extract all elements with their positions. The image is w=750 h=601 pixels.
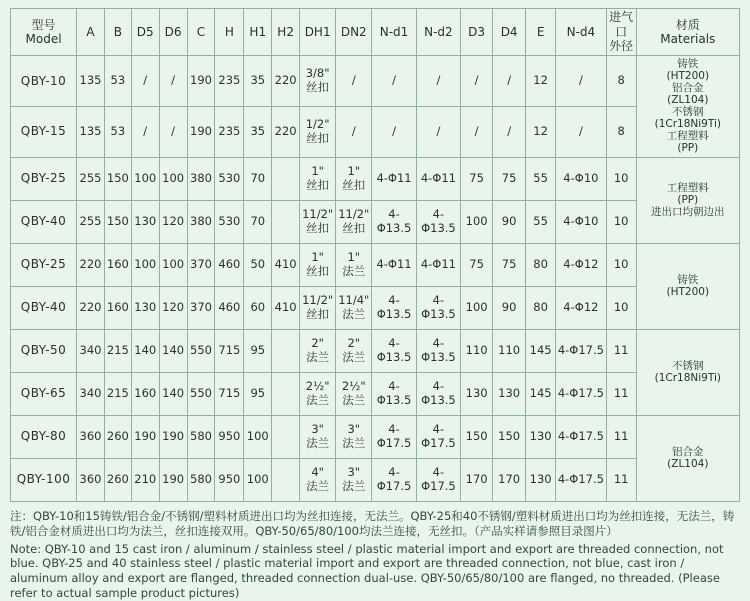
value-cell-d5: 160 [131,372,159,415]
value-cell-intake: 11 [606,329,636,372]
value-cell-d5: 100 [131,243,159,286]
value-cell-d3: 130 [461,372,493,415]
value-cell-c: 550 [187,329,215,372]
header-cell-a: A [77,9,105,56]
materials-cell: 不锈钢 (1Cr18Ni9Ti) [636,329,739,415]
value-cell-d4: / [493,106,526,157]
value-cell-h: 530 [215,157,244,200]
value-cell-d3: 100 [461,286,493,329]
value-cell-c: 580 [187,458,215,501]
value-cell-d4: 170 [493,458,526,501]
value-cell-n-d4: 4-Φ10 [556,200,607,243]
value-cell-d3: 75 [461,243,493,286]
value-cell-c: 370 [187,286,215,329]
model-cell: QBY-15 [11,106,77,157]
table-row-qby-40 [11,286,740,329]
value-cell-d3: 150 [461,415,493,458]
value-cell-intake: 10 [606,243,636,286]
value-cell-h: 460 [215,286,244,329]
value-cell-n-d1: 4-Φ11 [372,243,416,286]
header-cell-d5: D5 [131,9,159,56]
value-cell-d6: 140 [159,329,187,372]
value-cell-dn2: 11/4" 法兰 [336,286,372,329]
value-cell-a: 135 [77,106,105,157]
value-cell-dn2: 11/2" 丝扣 [336,200,372,243]
value-cell-e: 145 [526,372,556,415]
model-cell: QBY-50 [11,329,77,372]
value-cell-d4: 110 [493,329,526,372]
value-cell-e: 145 [526,329,556,372]
value-cell-n-d4: 4-Φ10 [556,157,607,200]
value-cell-c: 580 [187,415,215,458]
table-row-qby-40 [11,200,740,243]
value-cell-d6: 120 [159,200,187,243]
value-cell-dn2: 1" 丝扣 [336,157,372,200]
value-cell-d4: 150 [493,415,526,458]
value-cell-d4: / [493,56,526,107]
header-cell-h2: H2 [272,9,300,56]
value-cell-n-d1: 4-Φ13.5 [372,372,416,415]
value-cell-d5: 100 [131,157,159,200]
value-cell-e: 130 [526,415,556,458]
value-cell-n-d2: 4-Φ11 [416,243,460,286]
model-cell: QBY-25 [11,157,77,200]
header-cell-intake: 进气 口 外径 [606,9,636,56]
value-cell-b: 150 [104,157,131,200]
value-cell-intake: 10 [606,286,636,329]
value-cell-h1: 35 [244,56,272,107]
value-cell-dn2: / [336,106,372,157]
value-cell-e: 55 [526,200,556,243]
value-cell-e: 80 [526,286,556,329]
value-cell-h1: 100 [244,415,272,458]
value-cell-d5: 130 [131,286,159,329]
value-cell-n-d2: 4-Φ13.5 [416,286,460,329]
value-cell-c: 370 [187,243,215,286]
value-cell-dh1: 1/2" 丝扣 [300,106,336,157]
value-cell-dh1: 2½" 法兰 [300,372,336,415]
value-cell-intake: 10 [606,200,636,243]
header-cell-n-d1: N-d1 [372,9,416,56]
value-cell-b: 215 [104,372,131,415]
header-row [11,9,740,56]
value-cell-n-d2: / [416,106,460,157]
value-cell-dn2: 3" 法兰 [336,458,372,501]
value-cell-n-d2: 4-Φ17.5 [416,458,460,501]
value-cell-h: 715 [215,329,244,372]
value-cell-h1: 95 [244,329,272,372]
value-cell-dh1: 4" 法兰 [300,458,336,501]
value-cell-intake: 11 [606,415,636,458]
value-cell-intake: 10 [606,157,636,200]
value-cell-n-d2: 4-Φ11 [416,157,460,200]
value-cell-dn2: 2½" 法兰 [336,372,372,415]
value-cell-dh1: 3/8" 丝扣 [300,56,336,107]
value-cell-h1: 35 [244,106,272,157]
header-cell-n-d4: N-d4 [556,9,607,56]
value-cell-h2 [272,329,300,372]
value-cell-a: 135 [77,56,105,107]
value-cell-h1: 70 [244,200,272,243]
materials-cell: 铸铁 (HT200) [636,243,739,329]
value-cell-n-d4: 4-Φ12 [556,243,607,286]
value-cell-intake: 8 [606,106,636,157]
header-cell-model: 型号 Model [11,9,77,56]
value-cell-a: 220 [77,243,105,286]
value-cell-dh1: 3" 法兰 [300,415,336,458]
value-cell-a: 360 [77,458,105,501]
value-cell-d5: / [131,56,159,107]
model-cell: QBY-100 [11,458,77,501]
value-cell-h: 460 [215,243,244,286]
value-cell-c: 190 [187,56,215,107]
value-cell-dh1: 1" 丝扣 [300,157,336,200]
value-cell-d3: 100 [461,200,493,243]
table-row-qby-100 [11,458,740,501]
value-cell-dh1: 11/2" 丝扣 [300,200,336,243]
value-cell-h2: 220 [272,56,300,107]
value-cell-intake: 11 [606,458,636,501]
header-cell-dh1: DH1 [300,9,336,56]
header-cell-materials: 材质 Materials [636,9,739,56]
value-cell-b: 260 [104,415,131,458]
value-cell-n-d4: 4-Φ17.5 [556,372,607,415]
value-cell-dn2: 2" 法兰 [336,329,372,372]
value-cell-d5: 130 [131,200,159,243]
value-cell-d3: / [461,106,493,157]
value-cell-dn2: 3" 法兰 [336,415,372,458]
table-row-qby-15 [11,106,740,157]
value-cell-h: 235 [215,56,244,107]
value-cell-n-d1: 4-Φ17.5 [372,415,416,458]
note-chinese: 注：QBY-10和15铸铁/铝合金/不锈钢/塑料材质进出口均为丝扣连接，无法兰。QBY-25和40不锈钢/塑料材质进出口均为丝扣连接，无法兰，铸铁/铝合金材质进出口均为法兰，丝扣连接双用。QBY-50/65/80/100均法兰连接，无丝扣。（产品实样请参照目录图片） [10,509,740,540]
header-cell-h1: H1 [244,9,272,56]
value-cell-h2 [272,200,300,243]
value-cell-b: 160 [104,243,131,286]
value-cell-a: 340 [77,372,105,415]
value-cell-d4: 90 [493,286,526,329]
value-cell-c: 380 [187,157,215,200]
materials-cell: 铸铁 (HT200) 铝合金 (ZL104) 不锈钢 (1Cr18Ni9Ti) 工程塑料 (PP) [636,56,739,158]
value-cell-dh1: 1" 丝扣 [300,243,336,286]
value-cell-h2: 220 [272,106,300,157]
value-cell-h1: 70 [244,157,272,200]
model-cell: QBY-65 [11,372,77,415]
header-cell-e: E [526,9,556,56]
value-cell-d3: 110 [461,329,493,372]
value-cell-n-d2: 4-Φ17.5 [416,415,460,458]
value-cell-n-d1: / [372,106,416,157]
value-cell-n-d4: 4-Φ17.5 [556,415,607,458]
value-cell-d4: 90 [493,200,526,243]
value-cell-n-d4: 4-Φ17.5 [556,329,607,372]
value-cell-c: 380 [187,200,215,243]
model-cell: QBY-40 [11,286,77,329]
value-cell-b: 160 [104,286,131,329]
materials-cell: 工程塑料 (PP) 进出口均朝边出 [636,157,739,243]
value-cell-d3: 170 [461,458,493,501]
table-row-qby-80 [11,415,740,458]
value-cell-n-d4: / [556,106,607,157]
value-cell-d6: / [159,56,187,107]
value-cell-a: 220 [77,286,105,329]
value-cell-dn2: / [336,56,372,107]
value-cell-d3: / [461,56,493,107]
value-cell-d6: 120 [159,286,187,329]
value-cell-d5: 140 [131,329,159,372]
header-cell-n-d2: N-d2 [416,9,460,56]
value-cell-b: 53 [104,56,131,107]
value-cell-n-d2: 4-Φ13.5 [416,372,460,415]
value-cell-d3: 75 [461,157,493,200]
value-cell-n-d2: 4-Φ13.5 [416,200,460,243]
value-cell-d6: 140 [159,372,187,415]
value-cell-d4: 130 [493,372,526,415]
value-cell-h1: 95 [244,372,272,415]
value-cell-n-d4: / [556,56,607,107]
model-cell: QBY-40 [11,200,77,243]
value-cell-n-d2: / [416,56,460,107]
value-cell-n-d1: 4-Φ13.5 [372,200,416,243]
value-cell-h: 235 [215,106,244,157]
value-cell-intake: 8 [606,56,636,107]
value-cell-n-d1: 4-Φ13.5 [372,286,416,329]
header-cell-h: H [215,9,244,56]
table-row-qby-25 [11,243,740,286]
notes [10,509,740,601]
table-row-qby-10 [11,56,740,107]
model-cell: QBY-80 [11,415,77,458]
value-cell-d5: / [131,106,159,157]
spec-table [10,8,740,502]
value-cell-c: 190 [187,106,215,157]
value-cell-e: 80 [526,243,556,286]
header-cell-d6: D6 [159,9,187,56]
value-cell-h2 [272,372,300,415]
value-cell-h1: 60 [244,286,272,329]
value-cell-e: 130 [526,458,556,501]
value-cell-a: 340 [77,329,105,372]
value-cell-d5: 210 [131,458,159,501]
value-cell-c: 550 [187,372,215,415]
value-cell-intake: 11 [606,372,636,415]
value-cell-d5: 190 [131,415,159,458]
value-cell-b: 260 [104,458,131,501]
header-cell-dn2: DN2 [336,9,372,56]
value-cell-n-d1: 4-Φ13.5 [372,329,416,372]
value-cell-h2: 410 [272,243,300,286]
value-cell-b: 53 [104,106,131,157]
header-cell-d3: D3 [461,9,493,56]
header-cell-b: B [104,9,131,56]
value-cell-d4: 75 [493,157,526,200]
value-cell-h: 715 [215,372,244,415]
value-cell-e: 55 [526,157,556,200]
value-cell-b: 215 [104,329,131,372]
value-cell-h2 [272,415,300,458]
value-cell-d6: 100 [159,157,187,200]
value-cell-n-d4: 4-Φ12 [556,286,607,329]
value-cell-n-d1: / [372,56,416,107]
value-cell-d6: 190 [159,415,187,458]
value-cell-b: 150 [104,200,131,243]
value-cell-dh1: 2" 法兰 [300,329,336,372]
model-cell: QBY-10 [11,56,77,107]
value-cell-a: 255 [77,157,105,200]
value-cell-n-d4: 4-Φ17.5 [556,458,607,501]
value-cell-e: 12 [526,106,556,157]
value-cell-n-d1: 4-Φ17.5 [372,458,416,501]
table-row-qby-65 [11,372,740,415]
header-cell-c: C [187,9,215,56]
value-cell-h2 [272,458,300,501]
table-row-qby-25 [11,157,740,200]
materials-cell: 铝合金 (ZL104) [636,415,739,501]
value-cell-d6: / [159,106,187,157]
value-cell-n-d2: 4-Φ13.5 [416,329,460,372]
table-row-qby-50 [11,329,740,372]
value-cell-d4: 75 [493,243,526,286]
value-cell-h: 950 [215,415,244,458]
value-cell-e: 12 [526,56,556,107]
value-cell-a: 360 [77,415,105,458]
value-cell-h1: 100 [244,458,272,501]
value-cell-dn2: 1" 法兰 [336,243,372,286]
value-cell-d6: 190 [159,458,187,501]
value-cell-n-d1: 4-Φ11 [372,157,416,200]
value-cell-dh1: 11/2" 丝扣 [300,286,336,329]
header-cell-d4: D4 [493,9,526,56]
value-cell-h: 950 [215,458,244,501]
note-english: Note: QBY-10 and 15 cast iron / aluminum / stainless steel / plastic material import and export are threaded connection, not blue. QBY-25 and 40 stainless steel / plastic material import and export are threaded connection, not blue, cast iron / aluminum alloy and export are flanged, threaded connection dual-use. QBY-50/65/80/100 are flanged, no threaded. (Please refer to actual sample product pictures) [10,542,740,601]
value-cell-h2 [272,157,300,200]
model-cell: QBY-25 [11,243,77,286]
value-cell-d6: 100 [159,243,187,286]
value-cell-a: 255 [77,200,105,243]
value-cell-h2: 410 [272,286,300,329]
value-cell-h: 530 [215,200,244,243]
value-cell-h1: 50 [244,243,272,286]
